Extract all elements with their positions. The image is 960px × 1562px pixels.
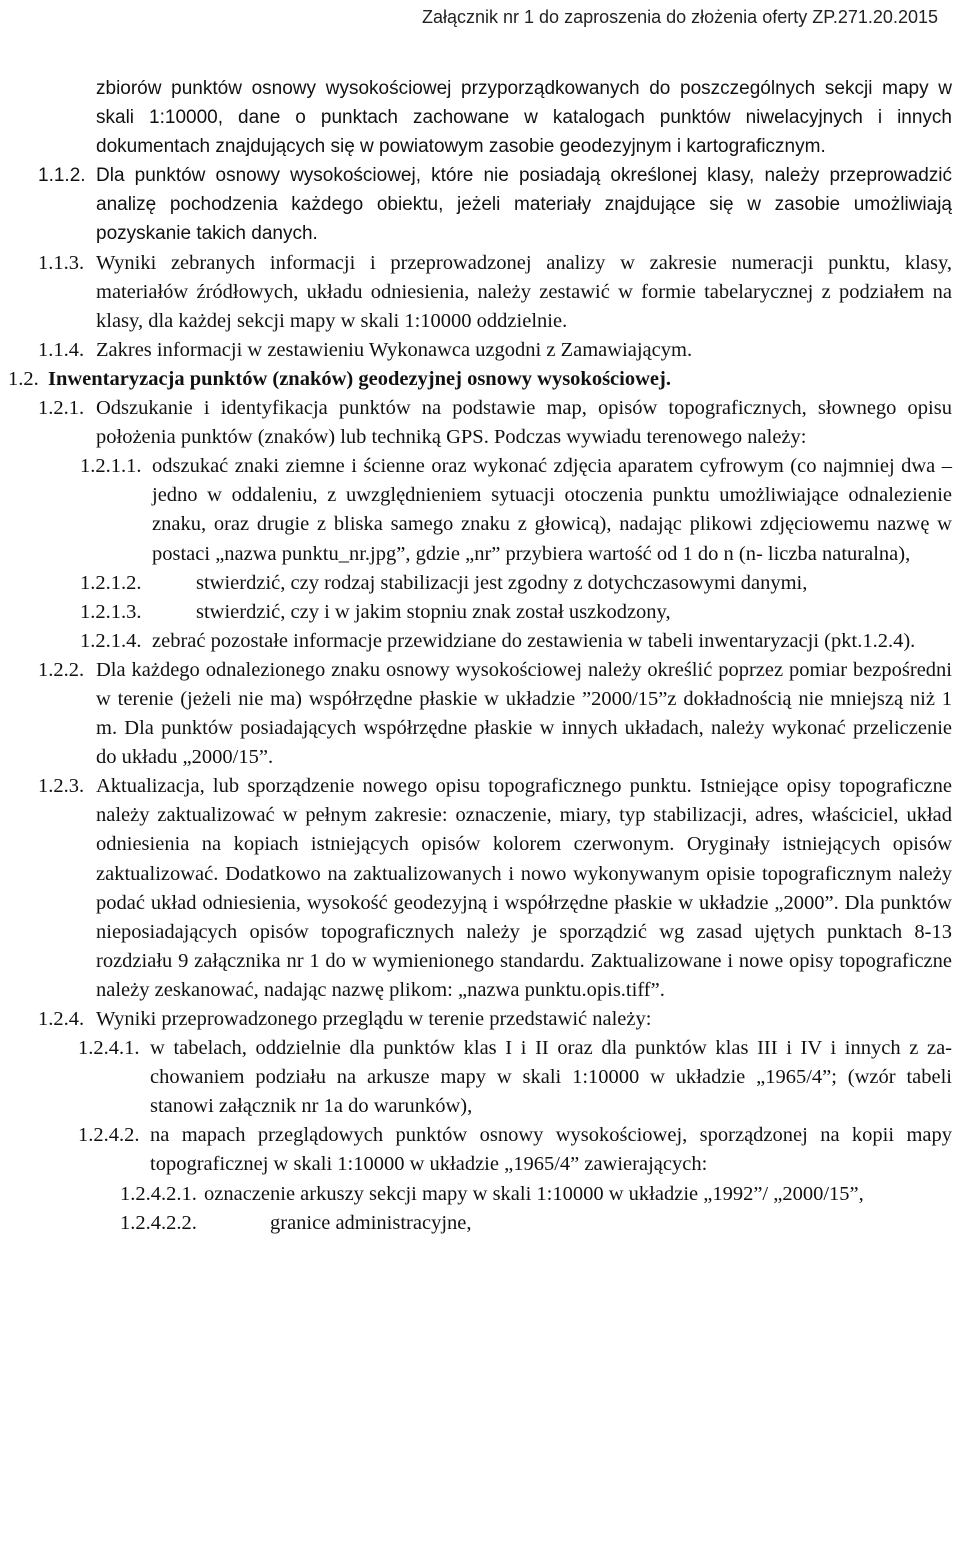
section-1-2-heading [8, 365, 952, 394]
item-number: 1.2.1.4. [80, 629, 142, 652]
document-body [0, 74, 960, 1238]
item-1-2-4-2-2 [120, 1209, 952, 1238]
item-1-1-3 [38, 249, 952, 336]
page-header: Załącznik nr 1 do zaproszenia do złożenia oferty ZP.271.20.2015 [422, 7, 938, 27]
item-1-1-2 [38, 161, 952, 248]
item-number: 1.2.1.3. [80, 600, 142, 623]
item-number: 1.2.4. [38, 1008, 85, 1030]
intro-paragraph [96, 74, 952, 161]
item-number: 1.2.4.1. [78, 1037, 140, 1060]
item-1-2-1 [38, 394, 952, 452]
item-number: 1.1.4. [38, 338, 85, 361]
item-text: Dla każdego odnalezionego znaku osnowy wysokościowej należy określić poprzez pomiar bezpośredni w terenie (jeżeli nie ma) współrzędne płaskie w układzie ”2000/15”z dokładnością nie mniejszą niż 1 m. Dla punktów posiadających współrzędne płaskie w innych układach, należy wykonać przeliczenie do układu „2000/15”. [96, 658, 952, 769]
item-number: 1.1.2. [38, 165, 86, 187]
item-text: odszukać znaki ziemne i ścienne oraz wykonać zdjęcia aparatem cyfrowym (co najmniej dwa – jedno w oddaleniu, z uwzględnieniem sytuacji otoczenia punktu umożliwiające odnalezienie znaku, oraz drugie z bliska samego znaku z głowicą), nadając plikowi zdjęciowemu nazwę w postaci „nazwa punktu_nr.jpg”, gdzie „nr” przybiera wartość od 1 do n (n- liczba naturalna), [152, 455, 952, 565]
item-text: na mapach przeglądowych punktów osnowy wysokościowej, sporządzonej na kopii mapy topograficznej w skali 1:10000 w układzie „1965/4” zawierających: [150, 1124, 952, 1176]
item-text: Aktualizacja, lub sporządzenie nowego opisu topograficznego punktu. Istniejące opisy topograficzne należy zaktualizować w pełnym zakresie: oznaczenie, miary, typ stabilizacji, adres, właściciel, układ odniesienia na kopiach istniejących opisów kolorem czerwonym. Oryginały istniejących opisów zaktualizować. Dodatkowo na zaktualizowanych i nowo wykonywanym opisie topograficznym należy podać układ odniesienia, wysokość geodezyjną i współrzędne płaskie w układzie „2000”. Dla punktów nieposiadających opisów topograficznych należy je sporządzić wg zasad ujętych punktach 8-13 rozdziału 9 załącznika nr 1 do w wymienionego standardu. Zaktualizowane i nowe opisy topograficzne należy zeskanować, nadając nazwę plikom: „nazwa punktu.opis.tiff”. [96, 775, 952, 1001]
item-text: Dla punktów osnowy wysokościowej, które nie posiadają określonej klasy, należy przeprowadzić analizę pochodzenia każdego obiektu, jeżeli materiały znajdujące się w zasobie umożliwiają pozyskanie takich danych. [96, 165, 952, 245]
item-1-2-4-1 [78, 1034, 952, 1121]
item-text: Wyniki zebranych informacji i przeprowadzonej analizy w zakresie numeracji punktu, klasy, materiałów źródłowych, układu odniesienia, należy zestawić w formie tabelarycznej z podziałem na klasy, dla każdej sekcji mapy w skali 1:10000 oddzielnie. [96, 251, 952, 332]
item-text: Odszukanie i identyfikacja punktów na podstawie map, opisów topograficznych, słownego opisu położenia punktów (znaków) lub techniką GPS. Podczas wywiadu terenowego należy: [96, 397, 952, 449]
item-1-2-4 [38, 1005, 952, 1034]
intro-text: zbiorów punktów osnowy wysokościowej przyporządkowanych do poszczególnych sekcji mapy w skali 1:10000, dane o punktach zachowane w katalogach punktów niwelacyjnych i innych dokumentach znajdujących się w powiatowym zasobie geodezyjnym i kartograficznym. [96, 78, 952, 158]
item-1-2-4-2-1 [120, 1180, 952, 1209]
section-title: Inwentaryzacja punktów (znaków) geodezyjnej osnowy wysokościowej. [48, 367, 671, 390]
item-text: Wyniki przeprowadzonego przeglądu w terenie przedstawić należy: [96, 1008, 652, 1030]
item-number: 1.2.2. [38, 658, 85, 681]
item-1-2-1-2 [80, 569, 952, 598]
item-1-2-3 [38, 772, 952, 1005]
item-number: 1.2.4.2. [78, 1124, 140, 1147]
item-text: stwierdzić, czy i w jakim stopniu znak został uszkodzony, [196, 600, 671, 623]
item-1-2-4-2 [78, 1121, 952, 1179]
item-1-1-4 [38, 336, 952, 365]
item-1-2-2 [38, 656, 952, 772]
item-text: Zakres informacji w zestawieniu Wykonawca uzgodni z Zamawiającym. [96, 338, 693, 361]
item-number: 1.2.4.2.2. [120, 1211, 197, 1234]
item-1-2-1-1 [80, 452, 952, 568]
item-number: 1.2.1.1. [80, 455, 142, 478]
item-1-2-1-3 [80, 598, 952, 627]
item-number: 1.2.3. [38, 775, 85, 798]
item-text: w tabelach, oddzielnie dla punktów klas I i II oraz dla punktów klas III i IV i innych z za-chowaniem podziału na arkusze mapy w skali 1:10000 w układzie „1965/4”; (wzór tabeli stanowi załącznik nr 1a do warunków), [150, 1037, 952, 1118]
item-number: 1.2.4.2.1. [120, 1182, 197, 1205]
item-number: 1.2.1.2. [80, 571, 142, 594]
item-text: granice administracyjne, [270, 1211, 472, 1234]
item-number: 1.1.3. [38, 251, 85, 274]
item-text: oznaczenie arkuszy sekcji mapy w skali 1:10000 w układzie „1992”/ „2000/15”, [204, 1182, 864, 1205]
item-number: 1.2.1. [38, 397, 85, 420]
item-text: zebrać pozostałe informacje przewidziane do zestawienia w tabeli inwentaryzacji (pkt.1.2.4). [152, 629, 916, 652]
item-1-2-1-4 [80, 627, 952, 656]
item-text: stwierdzić, czy rodzaj stabilizacji jest zgodny z dotychczasowymi danymi, [196, 571, 808, 594]
section-number: 1.2. [8, 367, 39, 390]
